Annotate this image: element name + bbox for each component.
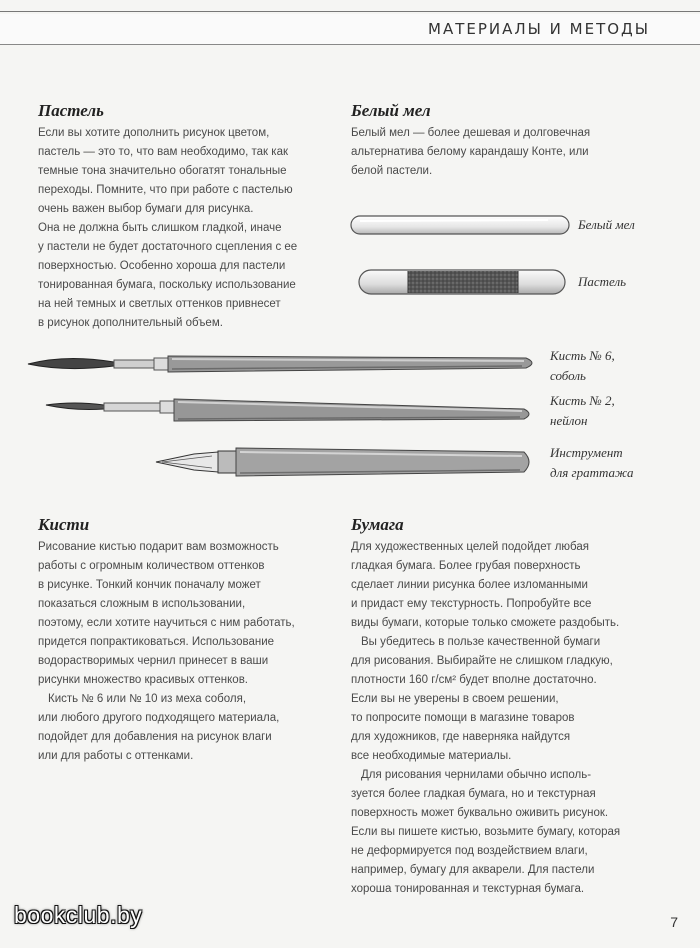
text-line: на ней темных и светлых оттенков привнесет <box>38 298 281 310</box>
text-line: плотности 160 г/см² будет вполне достаточно. <box>351 674 597 686</box>
text-line: виды бумаги, которые только сможете раздобыть. <box>351 617 620 629</box>
text-line: альтернатива белому карандашу Конте, или <box>351 146 589 158</box>
paper-text <box>351 538 661 899</box>
watermark: bookclub.by <box>14 902 143 928</box>
label-brush-6 <box>550 346 615 386</box>
label-line: Кисть № 6, <box>550 348 615 363</box>
pastel-illustration <box>356 266 570 298</box>
white-chalk-illustration <box>348 212 574 238</box>
text-line: Она не должна быть слишком гладкой, иначе <box>38 222 282 234</box>
text-line: пастель — это то, что вам необходимо, так как <box>38 146 288 158</box>
text-line: Если вы пишете кистью, возьмите бумагу, которая <box>351 826 621 838</box>
text-line: Рисование кистью подарит вам возможность <box>38 541 279 553</box>
page-number: 7 <box>670 914 678 930</box>
text-line: например, бумагу для акварели. Для пастели <box>351 864 595 876</box>
text-line: то попросите помощи в магазине товаров <box>351 712 575 724</box>
text-line: Если вы хотите дополнить рисунок цветом, <box>38 127 270 139</box>
text-line: Белый мел — более дешевая и долговечная <box>351 127 591 139</box>
text-line: Кисть № 6 или № 10 из меха соболя, <box>48 693 247 705</box>
label-pastel: Пастель <box>578 274 627 289</box>
running-header: МАТЕРИАЛЫ И МЕТОДЫ <box>428 20 650 38</box>
text-line: темные тона значительно обогатят тональные <box>38 165 287 177</box>
text-line: в рисунке. Тонкий кончик поначалу может <box>38 579 261 591</box>
text-line: поверхностью. Особенно хороша для пастели <box>38 260 286 272</box>
text-line: подойдет для добавления на рисунок влаги <box>38 731 272 743</box>
text-line: у пастели не будет достаточного сцепления с ее <box>38 241 298 253</box>
label-white-chalk: Белый мел <box>578 217 635 232</box>
text-line: белой пастели. <box>351 165 433 177</box>
text-line: для художников, где наверняка найдутся <box>351 731 571 743</box>
section-title-paper: Бумага <box>351 515 404 534</box>
section-title-pastel: Пастель <box>38 101 104 120</box>
text-line: гладкая бумага. Более грубая поверхность <box>351 560 581 572</box>
text-line: все необходимые материалы. <box>351 750 512 762</box>
pastel-text <box>38 124 338 333</box>
text-line: Если вы не уверены в своем решении, <box>351 693 559 705</box>
top-rule <box>0 11 700 12</box>
label-line: Инструмент <box>550 445 623 460</box>
label-line: нейлон <box>550 413 588 428</box>
text-line: не деформируется под воздействием влаги, <box>351 845 588 857</box>
text-line: для рисования. Выбирайте не слишком гладкую, <box>351 655 613 667</box>
text-line: или для работы с оттенками. <box>38 750 194 762</box>
chalk-text <box>351 124 651 181</box>
brush-6-illustration <box>26 346 542 380</box>
text-line: Для художественных целей подойдет любая <box>351 541 589 553</box>
text-line: тонированная бумага, поскольку использование <box>38 279 296 291</box>
text-line: водорастворимых чернил принесет в ваши <box>38 655 269 667</box>
text-line: зуется более гладкая бумага, но и текстурная <box>351 788 596 800</box>
brushes-text <box>38 538 338 766</box>
text-line: очень важен выбор бумаги для рисунка. <box>38 203 254 215</box>
text-line: рисунки множество красивых оттенков. <box>38 674 248 686</box>
section-title-brushes: Кисти <box>38 515 90 534</box>
text-line: Вы убедитесь в пользе качественной бумаги <box>361 636 601 648</box>
text-line: поэтому, если хотите научиться с ним работать, <box>38 617 295 629</box>
text-line: переходы. Помните, что при работе с пастелью <box>38 184 293 196</box>
text-line: поверхность может буквально оживить рисунок. <box>351 807 609 819</box>
label-line: Кисть № 2, <box>550 393 615 408</box>
label-brush-2 <box>550 391 615 431</box>
text-line: придется попрактиковаться. Использование <box>38 636 275 648</box>
section-title-chalk: Белый мел <box>351 101 431 120</box>
text-line: показаться сложным в использовании, <box>38 598 246 610</box>
label-line: для граттажа <box>550 465 634 480</box>
label-line: соболь <box>550 368 586 383</box>
text-line: или любого другого подходящего материала, <box>38 712 280 724</box>
label-scratchboard-tool <box>550 443 633 483</box>
text-line: и придаст ему текстурность. Попробуйте все <box>351 598 592 610</box>
text-line: сделает линии рисунка более изломанными <box>351 579 588 591</box>
text-line: хороша тонированная и текстурная бумага. <box>351 883 585 895</box>
text-line: в рисунок дополнительный объем. <box>38 317 223 329</box>
text-line: работы с огромным количеством оттенков <box>38 560 265 572</box>
scratchboard-tool-illustration <box>154 444 538 480</box>
brush-2-illustration <box>44 393 540 427</box>
text-line: Для рисования чернилами обычно исполь- <box>361 769 592 781</box>
